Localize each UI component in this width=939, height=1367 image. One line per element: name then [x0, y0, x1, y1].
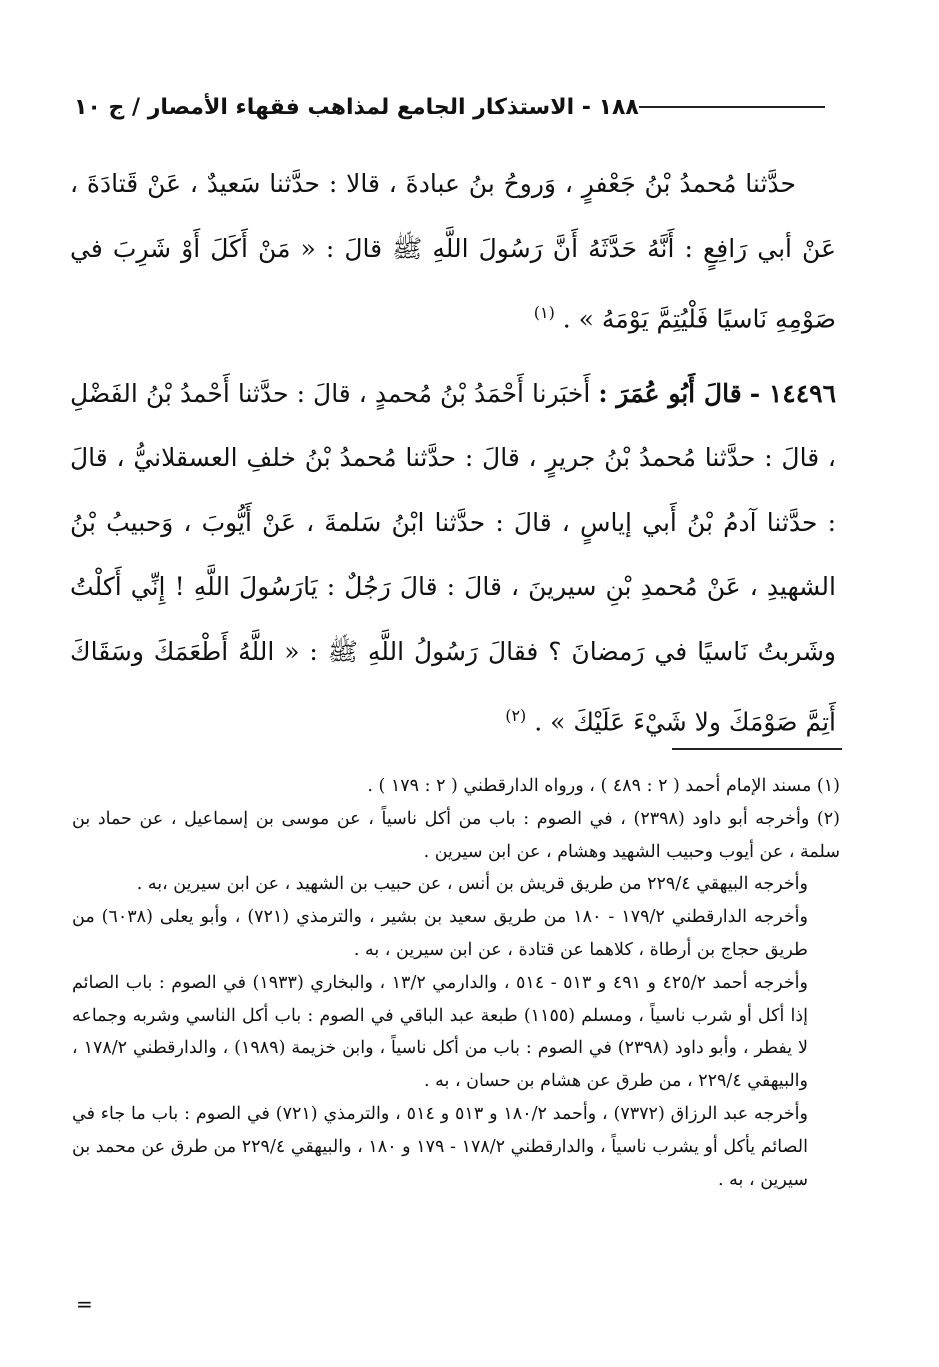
- footnote-2-part-b: وأخرجه البيهقي ٢٢٩/٤ من طريق قريش بن أنس ، عن حبيب بن الشهيد ، عن ابن سيرين ،به .: [136, 874, 808, 895]
- footnote-2-part-d: وأخرجه أحمد ٤٢٥/٢ و ٤٩١ و ٥١٣ - ٥١٤ ، والدارمي ١٣/٢ ، والبخاري (١٩٣٣) في الصوم : باب الصائم إذا أكل أو شرب ناسياً ، ومسلم (١١٥٥) طبعة عبد الباقي في الصوم : باب أكل الناسي وشربه وجماعه لا يفطر ، وأبو داود (٢٣٩٨) في الصوم : باب من أكل ناسياً ، وابن خزيمة (١٩٨٩) ، والدارقطني ١٧٨/٢ ، والبيهقي ٢٢٩/٤ ، من طرق عن هشام بن حسان ، به .: [72, 972, 809, 1092]
- footnote-2-part-c: وأخرجه الدارقطني ١٧٩/٢ - ١٨٠ من طريق سعيد بن بشير ، والترمذي (٧٢١) ، وأبو يعلى (٦٠٣٨) من طريق حجاج بن أرطاة ، كلاهما عن قتادة ، عن ابن سيرين ، به .: [72, 907, 808, 960]
- hadith-2-text: أَخبَرنا أَحْمَدُ بْنُ مُحمدٍ ، قالَ : حدَّثنا أَحْمدُ بْنُ الفَضْلِ ، قالَ : حدَّثنا مُحمدُ بْنُ جريرٍ ، قالَ : حدَّثنا مُحمدُ بْنُ خلفِ العسقلانيُّ ، قالَ : حدَّثنا آدمُ بْنُ أَبي إياسٍ ، قالَ : حدَّثنا ابْنُ سَلمةَ ، عَنْ أَيُّوبَ ، وَحبيبُ بْنُ الشهيدِ ، عَنْ مُحمدِ بْنِ سيرينَ ، قالَ : قالَ رَجُلٌ : يَارَسُولَ اللَّهِ ! إِنِّي أَكلْتُ وشَربتُ نَاسيًا في رَمضانَ ؟ فقالَ رَسُولُ اللَّهِ ﷺ : « اللَّهُ أَطْعَمَكَ وسَقَاكَ أَتِمَّ صَوْمَكَ ولا شَيْءَ عَلَيْكَ » .: [70, 378, 836, 737]
- running-header: [74, 90, 839, 124]
- continuation-mark: =: [76, 1292, 93, 1316]
- footnote-separator: [672, 748, 842, 750]
- footnote-ref-2: (٢): [505, 706, 527, 726]
- footnote-2: (٢) وأخرجه أبو داود (٢٣٩٨) ، في الصوم : باب من أكل ناسياً ، عن موسى بن إسماعيل ، عن حماد بن سلمة ، عن أيوب وحبيب الشهيد وهشام ، عن ابن سيرين .: [72, 808, 840, 862]
- footnotes: [72, 770, 840, 1196]
- header-rule: [639, 106, 825, 108]
- footnote-ref-1: (١): [533, 303, 555, 322]
- speaker-label: قالَ أَبُو عُمَرَ :: [598, 378, 742, 408]
- hadith-paragraph-2: [70, 362, 836, 755]
- header-title: ١٨٨ - الاستذكار الجامع لمذاهب فقهاء الأمصار / ج ١٠: [74, 94, 639, 120]
- hadith-1-text: حدَّثنا مُحمدُ بْنُ جَعْفرٍ ، وَروحُ بنُ عبادةَ ، قالا : حدَّثنا سَعيدٌ ، عَنْ قَتادَةَ ، عَنْ أبي رَافِعٍ : أَنَّهُ حَدَّثَهُ أَنَّ رَسُولَ اللَّهِ ﷺ قالَ : « مَنْ أَكَلَ أَوْ شَرِبَ في صَوْمِهِ نَاسيًا فَلْيُتِمَّ يَوْمَهُ » .: [70, 169, 836, 334]
- hadith-number: ١٤٤٩٦ -: [749, 378, 836, 408]
- main-text: [70, 152, 836, 755]
- hadith-paragraph-1: [70, 152, 836, 352]
- footnote-2-part-e: وأخرجه عبد الرزاق (٧٣٧٢) ، وأحمد ١٨٠/٢ و ٥١٣ و ٥١٤ ، والترمذي (٧٢١) في الصوم : باب ما جاء في الصائم يأكل أو يشرب ناسياً ، والدارقطني ١٧٨/٢ - ١٧٩ و ١٨٠ ، والبيهقي ٢٢٩/٤ من طرق عن محمد بن سيرين ، به .: [72, 1103, 808, 1190]
- footnote-1: (١) مسند الإمام أحمد ( ٢ : ٤٨٩ ) ، ورواه الدارقطني ( ٢ : ١٧٩ ) .: [367, 776, 840, 796]
